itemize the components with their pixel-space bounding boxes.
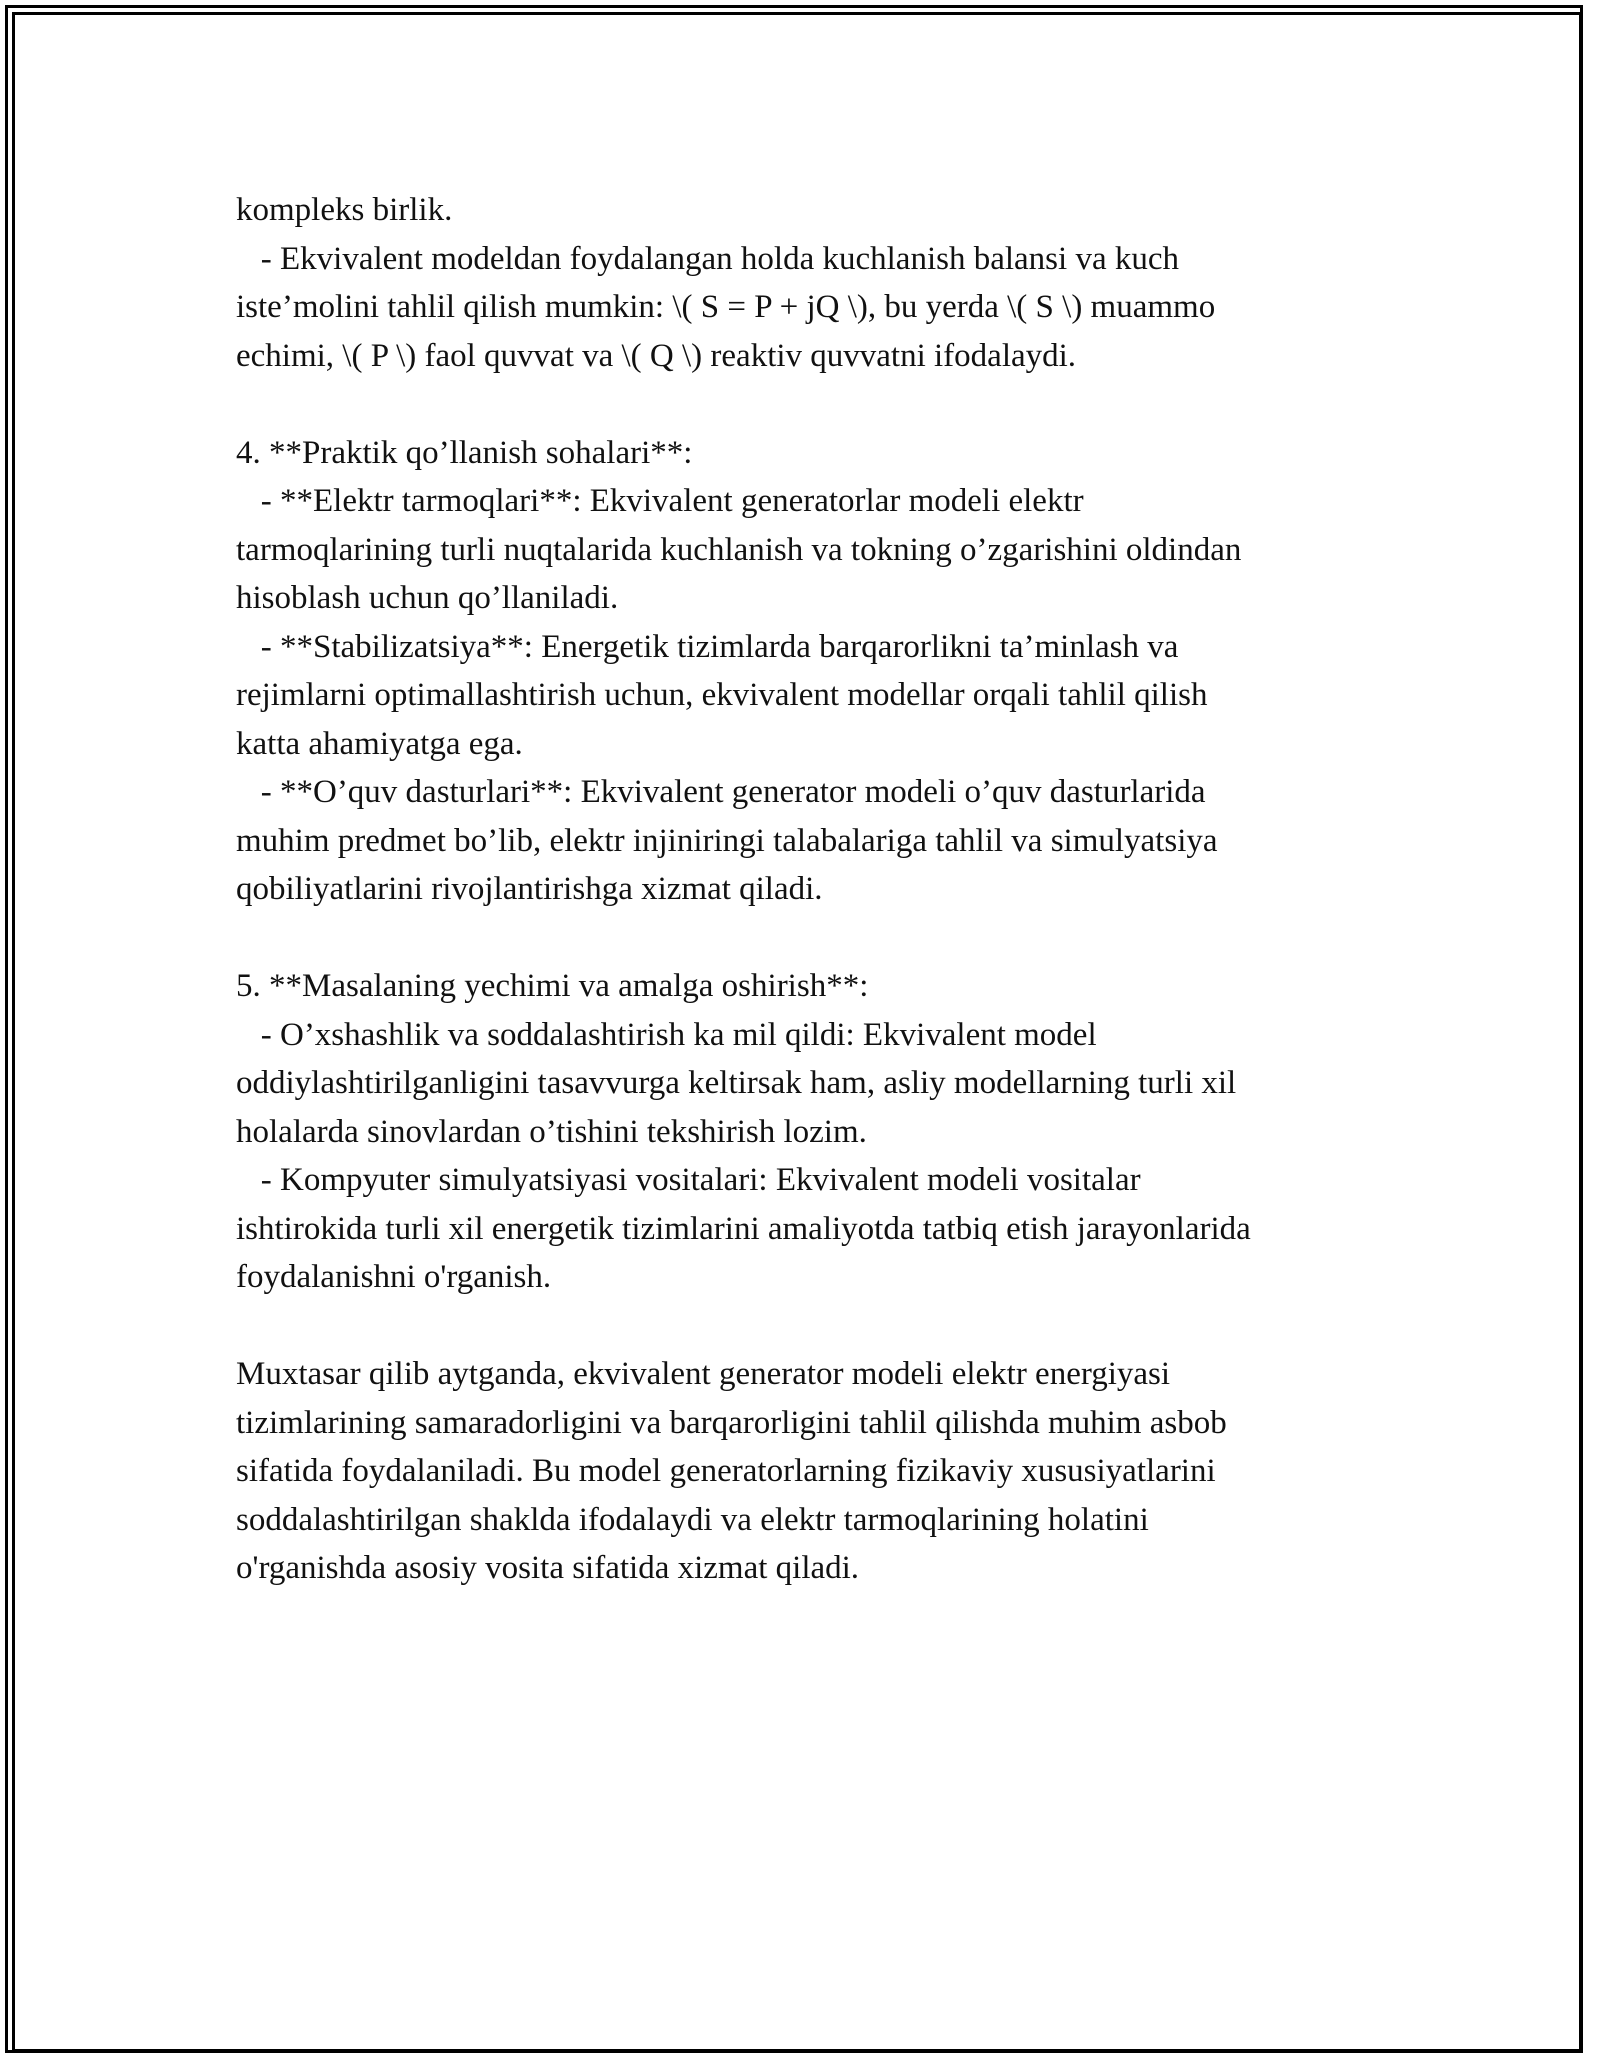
text-line: - Ekvivalent modeldan foydalangan holda kuchlanish balansi va kuch (236, 240, 1179, 277)
text-line: kompleks birlik. (236, 192, 453, 228)
text-line: oddiylashtirilganligini tasavvurga keltirsak ham, asliy modellarning turli xil (236, 1065, 1237, 1101)
text-line: soddalashtirilgan shaklda ifodalaydi va elektr tarmoqlarining holatini (236, 1501, 1149, 1538)
section-heading: 5. **Masalaning yechimi va amalga oshirish**: (236, 968, 869, 1004)
text-line: ishtirokida turli xil energetik tizimlarini amaliyotda tatbiq etish jarayonlarida (236, 1210, 1251, 1247)
text-line: - O’xshashlik va soddalashtirish ka mil qildi: Ekvivalent model (236, 1016, 1097, 1053)
section-heading: 4. **Praktik qo’llanish sohalari**: (236, 434, 693, 471)
text-line: foydalanishni o'rganish. (236, 1259, 552, 1295)
text-line: qobiliyatlarini rivojlantirishga xizmat qiladi. (236, 871, 823, 907)
text-line: holalarda sinovlardan o’tishini tekshirish lozim. (236, 1113, 867, 1150)
text-line: - **Stabilizatsiya**: Energetik tizimlarda barqarorlikni ta’minlash va (236, 628, 1179, 665)
text-line: o'rganishda asosiy vosita sifatida xizmat qiladi. (236, 1550, 860, 1586)
text-line: muhim predmet bo’lib, elektr injiniringi talabalariga tahlil va simulyatsiya (236, 822, 1218, 859)
text-line: tarmoqlarining turli nuqtalarida kuchlanish va tokning o’zgarishini oldindan (236, 531, 1242, 568)
text-line: rejimlarni optimallashtirish uchun, ekvivalent modellar orqali tahlil qilish (236, 677, 1208, 713)
text-line: hisoblash uchun qo’llaniladi. (236, 580, 619, 616)
text-line: iste’molini tahlil qilish mumkin: \( S = P + jQ \), bu yerda \( S \) muammo (236, 289, 1216, 325)
text-line: Muxtasar qilib aytganda, ekvivalent generator modeli elektr energiyasi (236, 1356, 1171, 1392)
paragraph-spacer (236, 380, 1386, 429)
text-line: - **Elektr tarmoqlari**: Ekvivalent generatorlar modeli elektr (236, 483, 1084, 519)
document-body (236, 186, 1386, 1593)
text-line: - Kompyuter simulyatsiyasi vositalari: Ekvivalent modeli vositalar (236, 1162, 1141, 1198)
text-line: tizimlarining samaradorligini va barqarorligini tahlil qilishda muhim asbob (236, 1404, 1227, 1441)
paragraph-spacer (236, 1302, 1386, 1351)
text-line: katta ahamiyatga ega. (236, 725, 523, 762)
text-line: echimi, \( P \) faol quvvat va \( Q \) reaktiv quvvatni ifodalaydi. (236, 337, 1077, 374)
text-line: - **O’quv dasturlari**: Ekvivalent generator modeli o’quv dasturlarida (236, 774, 1206, 810)
text-line: sifatida foydalaniladi. Bu model generatorlarning fizikaviy xususiyatlarini (236, 1453, 1216, 1489)
paragraph-spacer (236, 914, 1386, 963)
